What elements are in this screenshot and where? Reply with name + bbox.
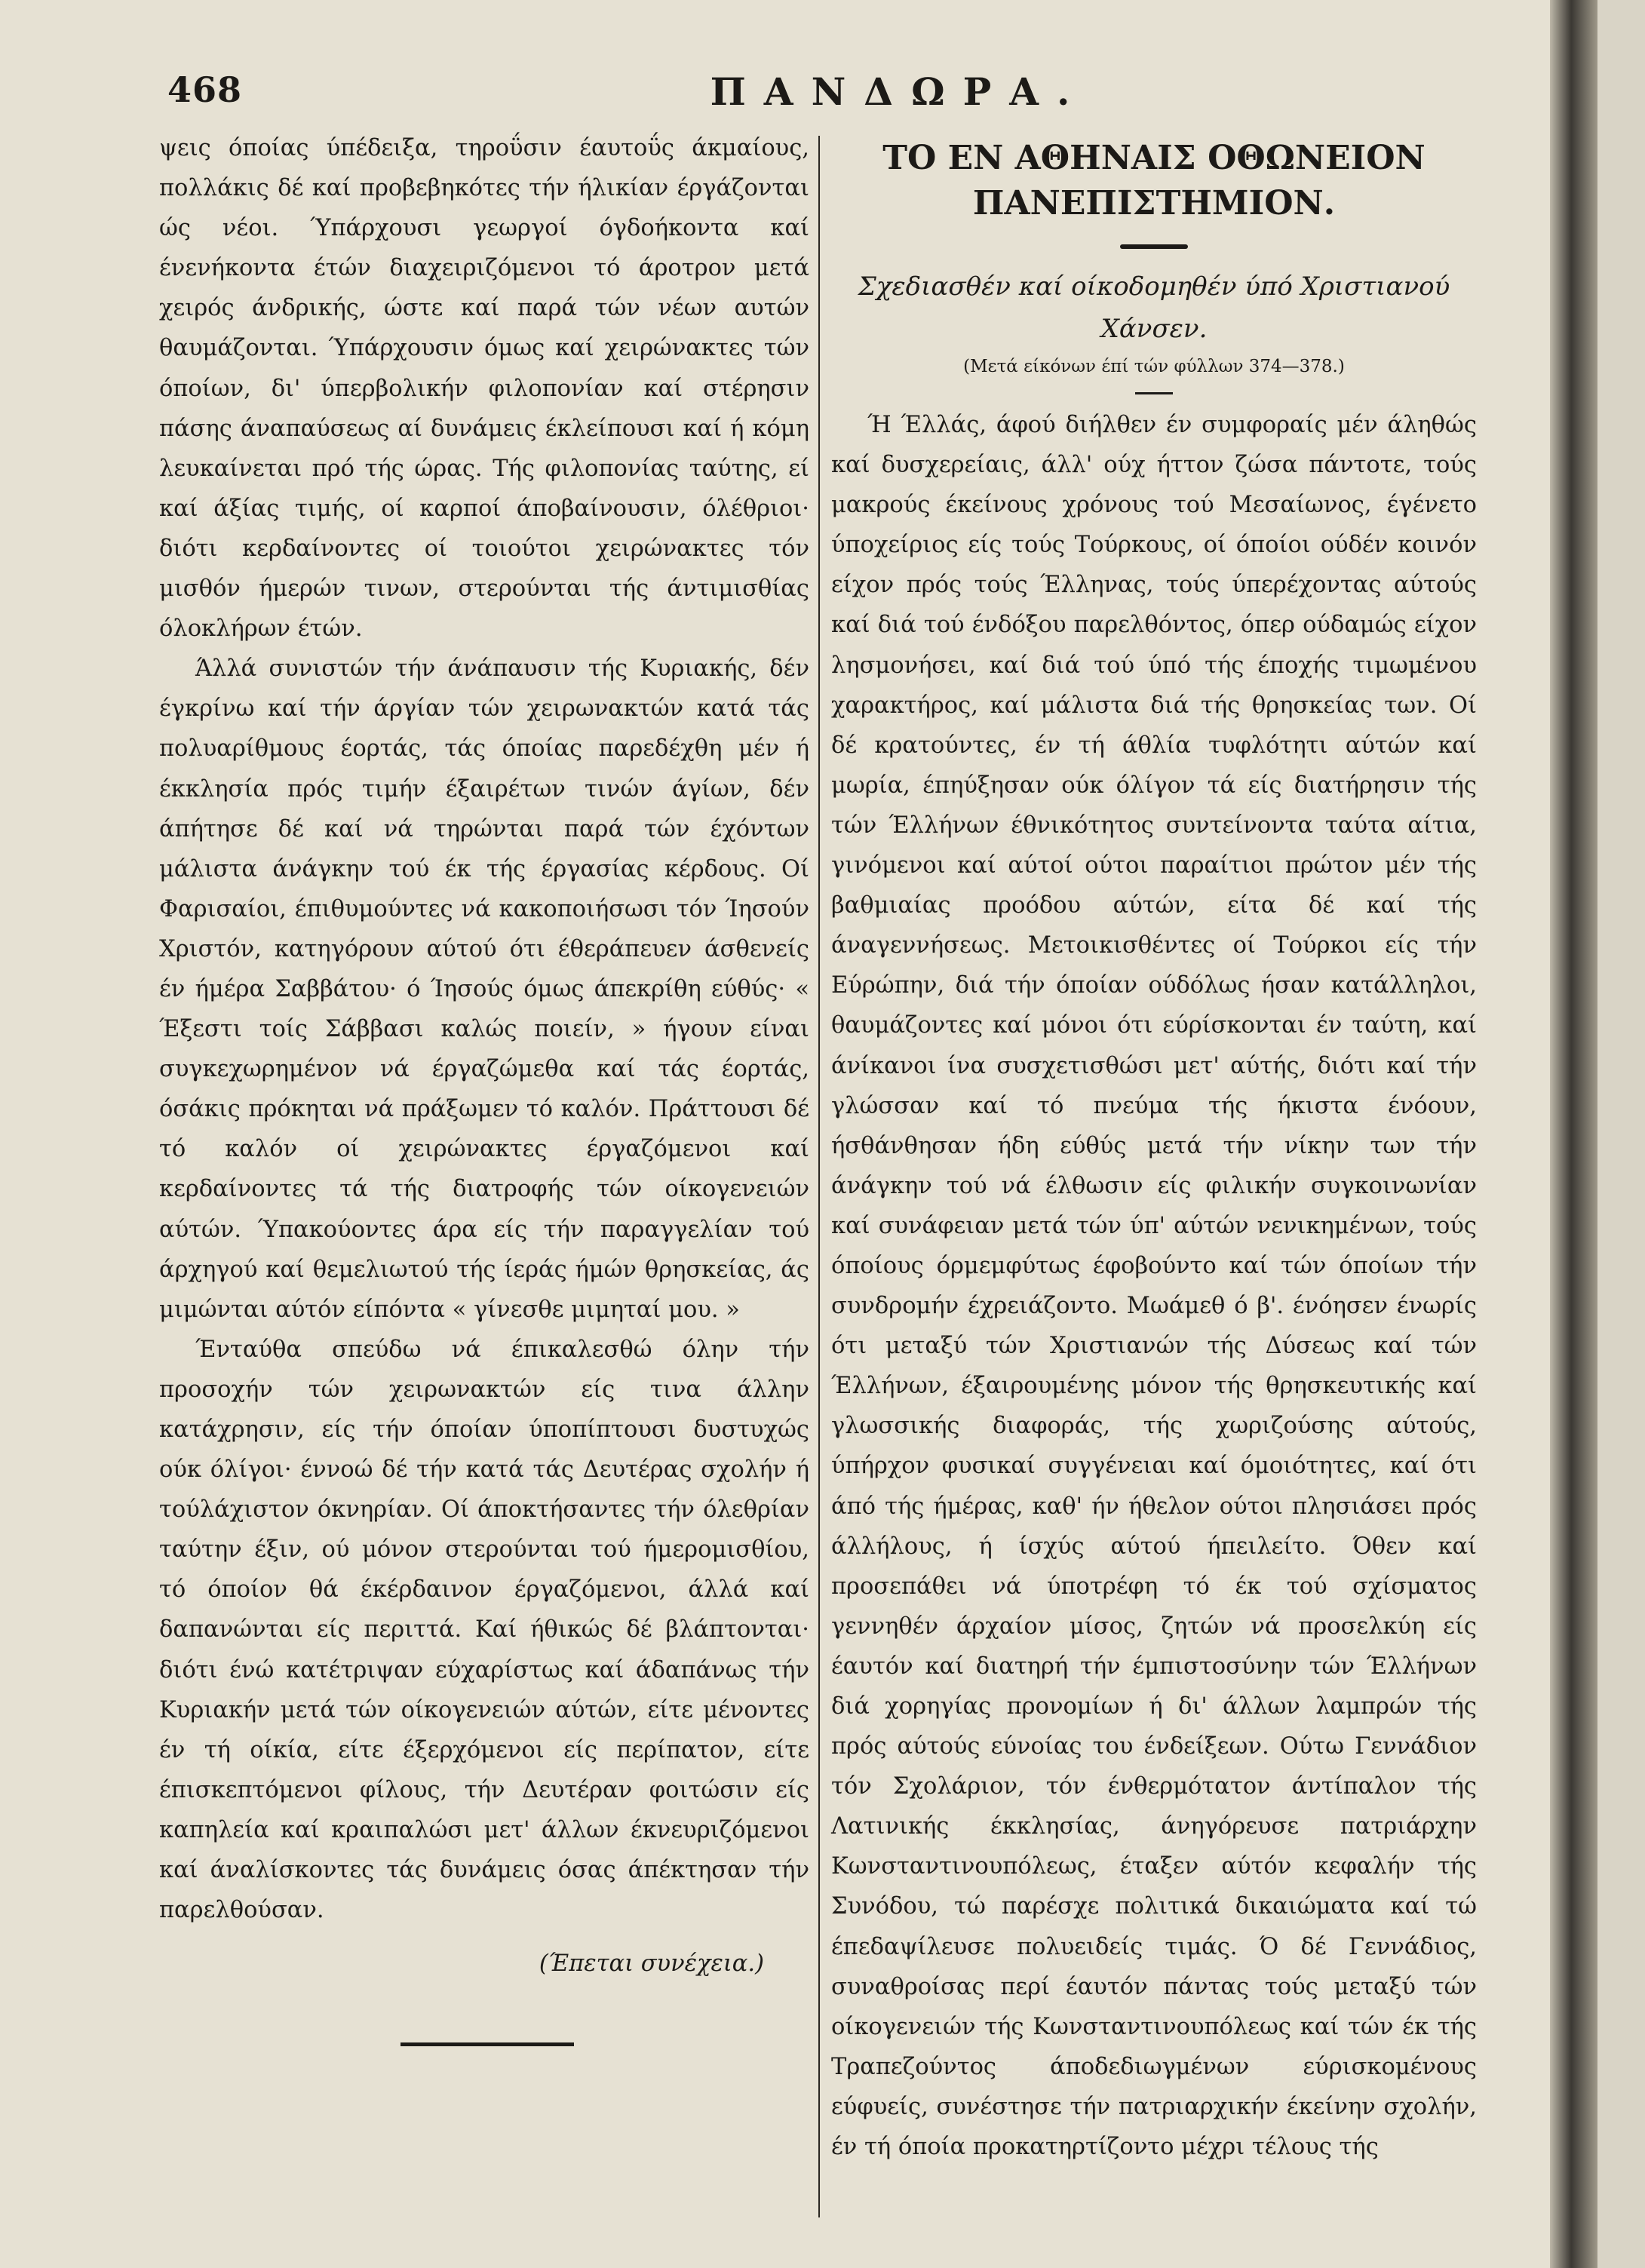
right-column: [831, 128, 1477, 2167]
short-rule: [1135, 392, 1173, 394]
page-header: [167, 69, 1585, 122]
left-paragraph-3: Ένταύθα σπεύδω νά έπικαλεσθώ όλην τήν προσοχήν τών χειρωνακτών είς τινα άλλην κατάχρησιν, είς τήν όποίαν ύποπίπτουσι δυστυχώς ούκ όλίγοι· έννοώ δέ τήν κατά τάς Δευτέρας σχολήν ή τούλάχιστον όκνηρίαν. Οί άποκτήσαντες τήν όλεθρίαν ταύτην έξιν, ού μόνον στερούνται τού ήμερομισθίου, τό όποίον θά έκέρδαινον έργαζόμενοι, άλλά καί δαπανώνται είς περιττά. Καί ήθικώς δέ βλάπτονται· διότι ένώ κατέτριψαν εύχαρίστως καί άδαπάνως τήν Κυριακήν μετά τών οίκογενειών αύτών, είτε μένοντες έν τή οίκία, είτε έξερχόμενοι είς περίπατον, είτε έπισκεπτόμενοι φίλους, τήν Δευτέραν φοιτώσιν είς καπηλεία καί κραιπαλώσι μετ' άλλων έκνευριζόμενοι καί άναλίσκοντες τάς δυνάμεις όσας άπέκτησαν τήν παρελθούσαν.: [159, 1336, 809, 1924]
page-number: 468: [167, 69, 243, 110]
running-title: ΠΑΝΔΩΡΑ.: [710, 69, 1088, 114]
left-column: [159, 128, 809, 2046]
article-title-line-1: ΤΟ ΕΝ ΑΘΗΝΑΙΣ ΟΘΩΝΕΙΟΝ: [882, 139, 1426, 177]
article-byline: [831, 265, 1477, 350]
figure-reference-note: (Μετά είκόνων έπί τών φύλλων 374—378.): [963, 357, 1345, 376]
article-title-line-2: ΠΑΝΕΠΙΣΤΗΜΙΟΝ.: [972, 184, 1336, 223]
left-paragraph-2: Άλλά συνιστών τήν άνάπαυσιν τής Κυριακής, δέν έγκρίνω καί τήν άργίαν τών χειρωνακτών κατά τάς πολυαρίθμους έορτάς, τάς όποίας παρεδέχθη μέν ή έκκλησία πρός τιμήν έξαιρέτων τινών άγίων, δέν άπήτησε δέ καί νά τηρώνται παρά τών έχόντων μάλιστα άνάγκην τού έκ τής έργασίας κέρδους. Οί Φαρισαίοι, έπιθυμούντες νά κακοποιήσωσι τόν Ίησούν Χριστόν, κατηγόρουν αύτού ότι έθεράπευεν άσθενείς έν ήμέρα Σαββάτου· ό Ίησούς όμως άπεκρίθη εύθύς· « Έξεστι τοίς Σάββασι καλώς ποιείν, » ήγουν είναι συγκεχωρημένον νά έργαζώμεθα καί τάς έορτάς, όσάκις πρόκηται νά πράξωμεν τό καλόν. Πράττουσι δέ τό καλόν οί χειρώνακτες έργαζόμενοι καί κερδαίνοντες τά τής διατροφής τών οίκογενειών αύτών. Ύπακούοντες άρα είς τήν παραγγελίαν τού άρχηγού καί θεμελιωτού τής ίεράς ήμών θρησκείας, άς μιμώνται αύτόν είπόντα « γίνεσθε μιμηταί μου. »: [159, 655, 809, 1323]
byline-line-2: Χάνσεν.: [1100, 314, 1208, 344]
article-end-rule: [401, 2042, 574, 2046]
article-title: [831, 136, 1477, 226]
column-divider: [818, 136, 820, 2217]
book-spine-shadow: [1550, 0, 1597, 2268]
byline-line-1: Σχεδιασθέν καί οίκοδομηθέν ύπό Χριστιανού: [858, 272, 1450, 302]
title-rule: [1120, 244, 1188, 249]
right-paragraph-1: Ή Έλλάς, άφού διήλθεν έν συμφοραίς μέν άληθώς καί δυσχερείαις, άλλ' ούχ ήττον ζώσα πάντοτε, τούς μακρούς έκείνους χρόνους τού Μεσαίωνος, έγένετο ύποχείριος είς τούς Τούρκους, οί όποίοι ούδέν κοινόν είχον πρός τούς Έλληνας, τούς ύπερέχοντας αύτούς καί διά τού ένδόξου παρελθόντος, όπερ ούδαμώς είχον λησμονήσει, καί διά τού ύπό τής έποχής τιμωμένου χαρακτήρος, καί μάλιστα διά τής θρησκείας των. Οί δέ κρατούντες, έν τή άθλία τυφλότητι αύτών καί μωρία, έπηύξησαν ούκ όλίγον τά είς διατήρησιν τής τών Έλλήνων έθνικότητος συντείνοντα ταύτα αίτια, γινόμενοι καί αύτοί ούτοι παραίτιοι πρώτον μέν τής βαθμιαίας προόδου αύτών, είτα δέ καί τής άναγεννήσεως. Μετοικισθέντες οί Τούρκοι είς τήν Εύρώπην, διά τήν όποίαν ούδόλως ήσαν κατάλληλοι, θαυμάζοντες καί μόνοι ότι εύρίσκονται έν ταύτη, καί άνίκανοι ίνα συσχετισθώσι μετ' αύτής, διότι καί τήν γλώσσαν καί τό πνεύμα τής ήκιστα ένόουν, ήσθάνθησαν ήδη εύθύς μετά τήν νίκην των τήν άνάγκην τού νά έλθωσιν είς φιλικήν συγκοινωνίαν καί συνάφειαν μετά τών ύπ' αύτών νενικημένων, τούς όποίους όρμεμφύτως έφοβούντο καί τών όποίων τήν συνδρομήν έχρειάζοντο. Μωάμεθ ό β'. ένόησεν ένωρίς ότι μεταξύ τών Χριστιανών τής Δύσεως καί τών Έλλήνων, έξαιρουμένης μόνον τής θρησκευτικής καί γλωσσικής διαφοράς, τής χωριζούσης αύτούς, ύπήρχον φυσικαί συγγένειαι καί όμοιότητες, καί ότι άπό τής ήμέρας, καθ' ήν ήθελον ούτοι πλησιάσει πρός άλλήλους, ή ίσχύς αύτού ήπειλείτο. Όθεν καί προσεπάθει νά ύποτρέφη τό έκ τού σχίσματος γεννηθέν άρχαίον μίσος, ζητών νά προσελκύη είς έαυτόν καί διατηρή τήν έμπιστοσύνην τών Έλλήνων διά χορηγίας προνομίων ή δι' άλλων λαμπρών τής πρός αύτούς εύνοίας του ένδείξεων. Ούτω Γεννάδιον τόν Σχολάριον, τόν ένθερμότατον άντίπαλον τής Λατινικής έκκλησίας, άνηγόρευσε πατριάρχην Κωνσταντινουπόλεως, έταξεν αύτόν κεφαλήν τής Συνόδου, τώ παρέσχε πολιτικά δικαιώματα καί τώ έπεδαψίλευσε πολυειδείς τιμάς. Ό δέ Γεννάδιος, συναθροίσας περί έαυτόν πάντας τούς μεταξύ τών οίκογενειών τής Κωνσταντινουπόλεως καί τών έκ τής Τραπεζούντος άποδεδιωγμένων εύρισκομένους εύφυείς, συνέστησε τήν πατριαρχικήν έκείνην σχολήν, έν τή όποία προκατηρτίζοντο μέχρι τέλους τής: [831, 412, 1477, 2161]
to-be-continued-note: (Έπεται συνέχεια.): [539, 1950, 764, 1978]
left-paragraph-1: ψεις όποίας ύπέδειξα, τηροΰσιν έαυτοΰς άκμαίους, πολλάκις δέ καί προβεβηκότες τήν ήλικίαν έργάζονται ώς νέοι. Ύπάρχουσι γεωργοί όγδοήκοντα καί ένενήκοντα έτών διαχειριζόμενοι τό άροτρον μετά χειρός άνδρικής, ώστε καί παρά τών νέων αυτών θαυμάζονται. Ύπάρχουσιν όμως καί χειρώνακτες τών όποίων, δι' ύπερβολικήν φιλοπονίαν καί στέρησιν πάσης άναπαύσεως αί δυνάμεις έκλείπουσι καί ή κόμη λευκαίνεται πρό τής ώρας. Τής φιλοπονίας ταύτης, εί καί άξίας τιμής, οί καρποί άποβαίνουσιν, όλέθριοι· διότι κερδαίνοντες οί τοιούτοι χειρώνακτες τόν μισθόν ήμερών τινων, στερούνται τής άντιμισθίας όλοκλήρων έτών.: [159, 135, 809, 643]
